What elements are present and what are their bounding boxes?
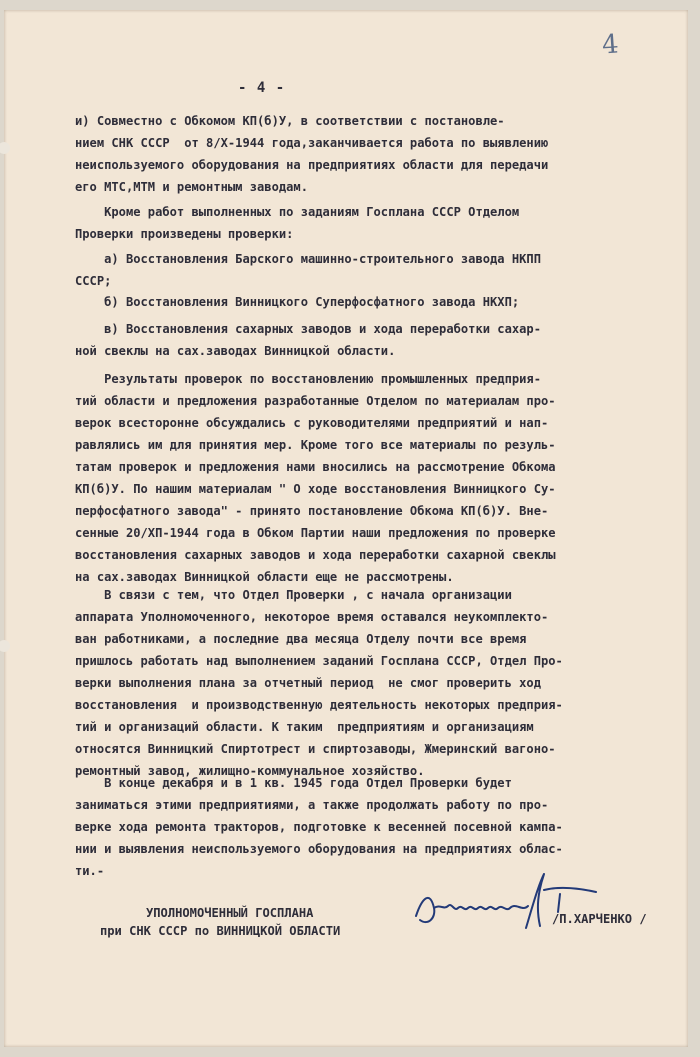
paragraph-staffing: В связи с тем, что Отдел Проверки , с начала организации аппарата Уполномоченного, некоторое время оставался неукомплекто- ван работниками, а последние два месяца Отделу почти все время пришлось работать над выполнением заданий Госплана СССР, Отдел Про- верки выполнения плана за отчетный период не смог проверить ход восстановления и производственную деятельность некоторых предприя- тий и организаций области. К таким предприятиям и организациям относятся Винницкий Спиртотрест и спиртозаводы, Жмеринский вагоно- ремонтный завод, жилищно-коммунальное хозяйство. — [75, 588, 563, 778]
handwritten-signature — [410, 868, 610, 938]
page-number: - 4 - — [238, 80, 286, 96]
paragraph-item-i: и) Совместно с Обкомом КП(б)У, в соответствии с постановле- нием СНК СССР от 8/Х-1944 года,заканчивается работа по выявлению неиспользуемого оборудования на предприятиях области для передачи его МТС,МТМ и ремонтным заводам. — [75, 114, 549, 194]
signatory-organization: при СНК СССР по ВИННИЦКОЙ ОБЛАСТИ — [100, 924, 341, 938]
binder-hole — [0, 142, 10, 154]
paragraph-plans: В конце декабря и в 1 кв. 1945 года Отдел Проверки будет заниматься этими предприятиями, а также продолжать работу по про- верке хода ремонта тракторов, подготовке к весенней посевной кампа- нии и выявления неиспользуемого оборудования на предприятиях облас- ти.- — [75, 776, 563, 878]
signatory-title: УПОЛНОМОЧЕННЫЙ ГОСПЛАНА — [146, 906, 314, 920]
signatory-name: /П.ХАРЧЕНКО / — [552, 912, 647, 926]
list-item-a: а) Восстановления Барского машинно-строительного завода НКПП СССР; — [75, 252, 541, 288]
binder-hole — [0, 640, 10, 652]
list-item-b: б) Восстановления Винницкого Суперфосфатного завода НКХП; — [75, 295, 520, 309]
paragraph-checks-intro: Кроме работ выполненных по заданиям Госплана СССР Отделом Проверки произведены проверки: — [75, 205, 520, 241]
list-item-c: в) Восстановления сахарных заводов и хода переработки сахар- ной свеклы на сах.заводах Винницкой области. — [75, 322, 541, 358]
handwritten-page-mark: 4 — [600, 29, 620, 61]
paragraph-results: Результаты проверок по восстановлению промышленных предприя- тий области и предложения разработанные Отделом по материалам про- верок всесторонне обсуждались с руководителями предприятий и нап- равлялись им для принятия мер. Кроме того все материалы по резуль- татам проверок и предложения нами вносились на рассмотрение Обкома КП(б)У. По нашим материалам " О ходе восстановления Винницкого Су- перфосфатного завода" - принято постановление Обкома КП(б)У. Вне- сенные 20/ХП-1944 года в Обком Партии наши предложения по проверке восстановления сахарных заводов и хода переработки сахарной свеклы на сах.заводах Винницкой области еще не рассмотрены. — [75, 372, 556, 584]
